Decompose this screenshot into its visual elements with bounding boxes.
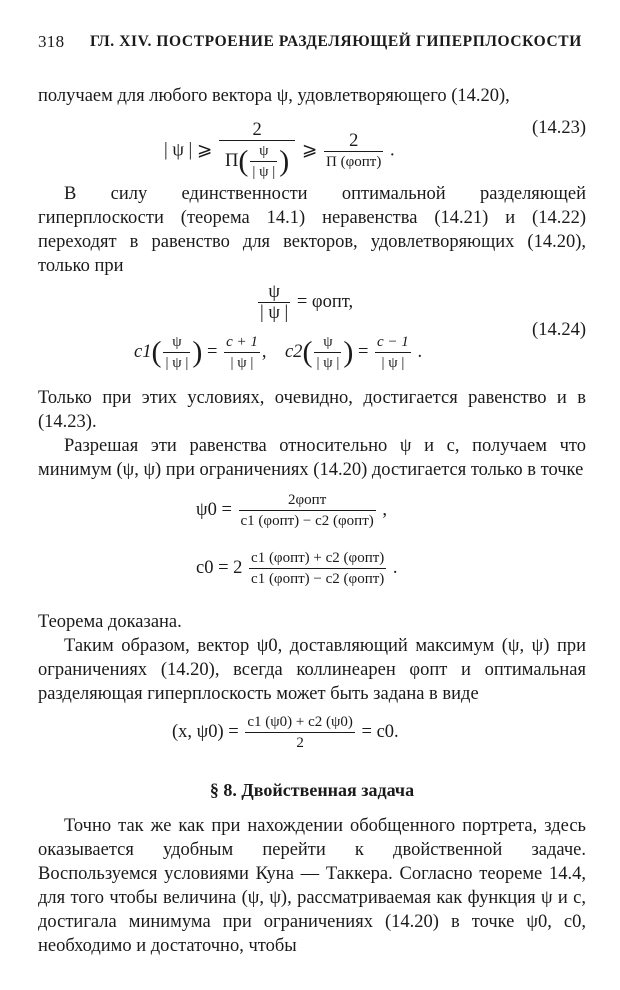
eq-c0-den: c1 (φопт) − c2 (φопт) [249, 568, 386, 589]
paragraph-2: В силу единственности оптимальной разделяющей гиперплоскости (теорема 14.1) неравенства (14.21) и (14.22) переходят в равенство для векторов, удовлетворяющих (14.20), только при [38, 184, 586, 276]
eq1423-num2: 2 [349, 130, 359, 151]
eq1424-c2: c2 [284, 341, 303, 362]
eq1424-end: . [417, 341, 423, 362]
running-title: ГЛ. XIV. ПОСТРОЕНИЕ РАЗДЕЛЯЮЩЕЙ ГИПЕРПЛОСКОСТИ [90, 33, 582, 50]
eq1424-c1: c1 [134, 341, 152, 362]
eq1424-line1-rhs: = φопт, [296, 291, 354, 312]
eq1424-label: (14.24) [532, 320, 586, 340]
paragraph-4: Разрешая эти равенства относительно ψ и c, получаем что минимум (ψ, ψ) при ограничениях (14.20) достигается только в точке [38, 436, 586, 480]
eq-c0-num: c1 (φопт) + c2 (φопт) [251, 550, 385, 566]
eq-c0-fraction [249, 548, 386, 589]
eq1423-end: . [389, 140, 395, 161]
eq1424-c1-den: | ψ | [163, 352, 190, 373]
eq-psi0-end: , [382, 499, 388, 520]
eq1424-sep: , [261, 341, 267, 362]
equation-plane [38, 706, 586, 764]
paragraph-5: Теорема доказана. [38, 612, 182, 632]
eq1423-den1-den: | ψ | [250, 161, 277, 182]
paragraph-6: Таким образом, вектор ψ0, доставляющий максимум (ψ, ψ) при ограничениях (14.20), всегда коллинеарен φопт и оптимальная разделяющая гиперплоскость может быть задана в виде [38, 636, 586, 704]
eq-psi0-num: 2φопт [288, 492, 327, 508]
eq1424-line1-fraction [258, 282, 290, 323]
eq1423-label: (14.23) [532, 118, 586, 138]
eq-plane-num: c1 (ψ0) + c2 (ψ0) [247, 714, 353, 730]
eq-c0-lhs: c0 = 2 [196, 557, 243, 578]
eq1423-geq: ⩾ [301, 140, 318, 161]
eq-c0-end: . [392, 557, 398, 578]
eq1424-c1-rhs-num: c + 1 [226, 334, 258, 350]
page [38, 28, 586, 958]
eq1424-c2-rhs-num: c − 1 [377, 334, 409, 350]
eq-plane-lhs: (x, ψ0) = [172, 721, 239, 742]
eq-psi0-den: c1 (φопт) − c2 (φопт) [239, 510, 376, 531]
eq1423-fraction-1: 2 Π( $\frac{\psi}{| \psi |}$ ) [219, 120, 295, 182]
eq1424-c2-den: | ψ | [314, 352, 341, 373]
eq1424-c1-num: ψ [172, 334, 182, 350]
section-heading: § 8. Двойственная задача [209, 780, 415, 800]
eq-psi0-fraction [239, 490, 376, 531]
eq1423-fraction-2 [324, 131, 383, 172]
eq1423-den1-num: ψ [259, 143, 269, 159]
eq1423-lhs: | ψ | ⩾ [164, 140, 213, 161]
equation-14-24: $\frac{\psi}{| \psi |}$ = φопт, c1( $\frac{\psi}{| \psi |}$ ) = $\frac{c + 1}{| \psi |}$ , c2( $\frac{\psi}{| \psi |}$ ) = $\frac{c - 1}{| \psi |}$ . (14.24) [134, 282, 586, 371]
eq1424-line1-num: ψ [268, 282, 280, 302]
equation-14-23 [38, 112, 586, 180]
paragraph-1: получаем для любого вектора ψ, удовлетворяющего (14.20), [38, 86, 510, 106]
eq1424-c1-rhs-den: | ψ | [224, 352, 260, 373]
eq1423-den1-pre: Π [225, 150, 239, 171]
paragraph-7: Точно так же как при нахождении обобщенного портрета, здесь оказывается удобным перейти к двойственной задаче. Воспользуемся условиями Куна — Таккера. Согласно теореме 14.4, для того чтобы величина (ψ, ψ), рассматриваемая как функция ψ и c, достигала минимума при ограничениях (14.20) в точке ψ0, c0, необходимо и достаточно, чтобы [38, 816, 586, 956]
eq-plane-den: 2 [245, 732, 355, 753]
eq-plane-rhs: = c0. [361, 721, 399, 742]
eq1423-den2: Π (φопт) [324, 151, 383, 172]
equation-solution [38, 482, 586, 610]
eq1423-num1: 2 [252, 120, 262, 140]
eq-psi0-lhs: ψ0 = [196, 499, 232, 520]
eq1424-c2-num: ψ [323, 334, 333, 350]
page-number: 318 [38, 32, 65, 51]
running-header [38, 28, 586, 56]
paragraph-3: Только при этих условиях, очевидно, достигается равенство и в (14.23). [38, 388, 586, 432]
eq1424-line1-den: | ψ | [260, 303, 289, 323]
eq1424-c2-rhs-den: | ψ | [375, 352, 411, 373]
eq-plane-fraction [245, 712, 355, 753]
